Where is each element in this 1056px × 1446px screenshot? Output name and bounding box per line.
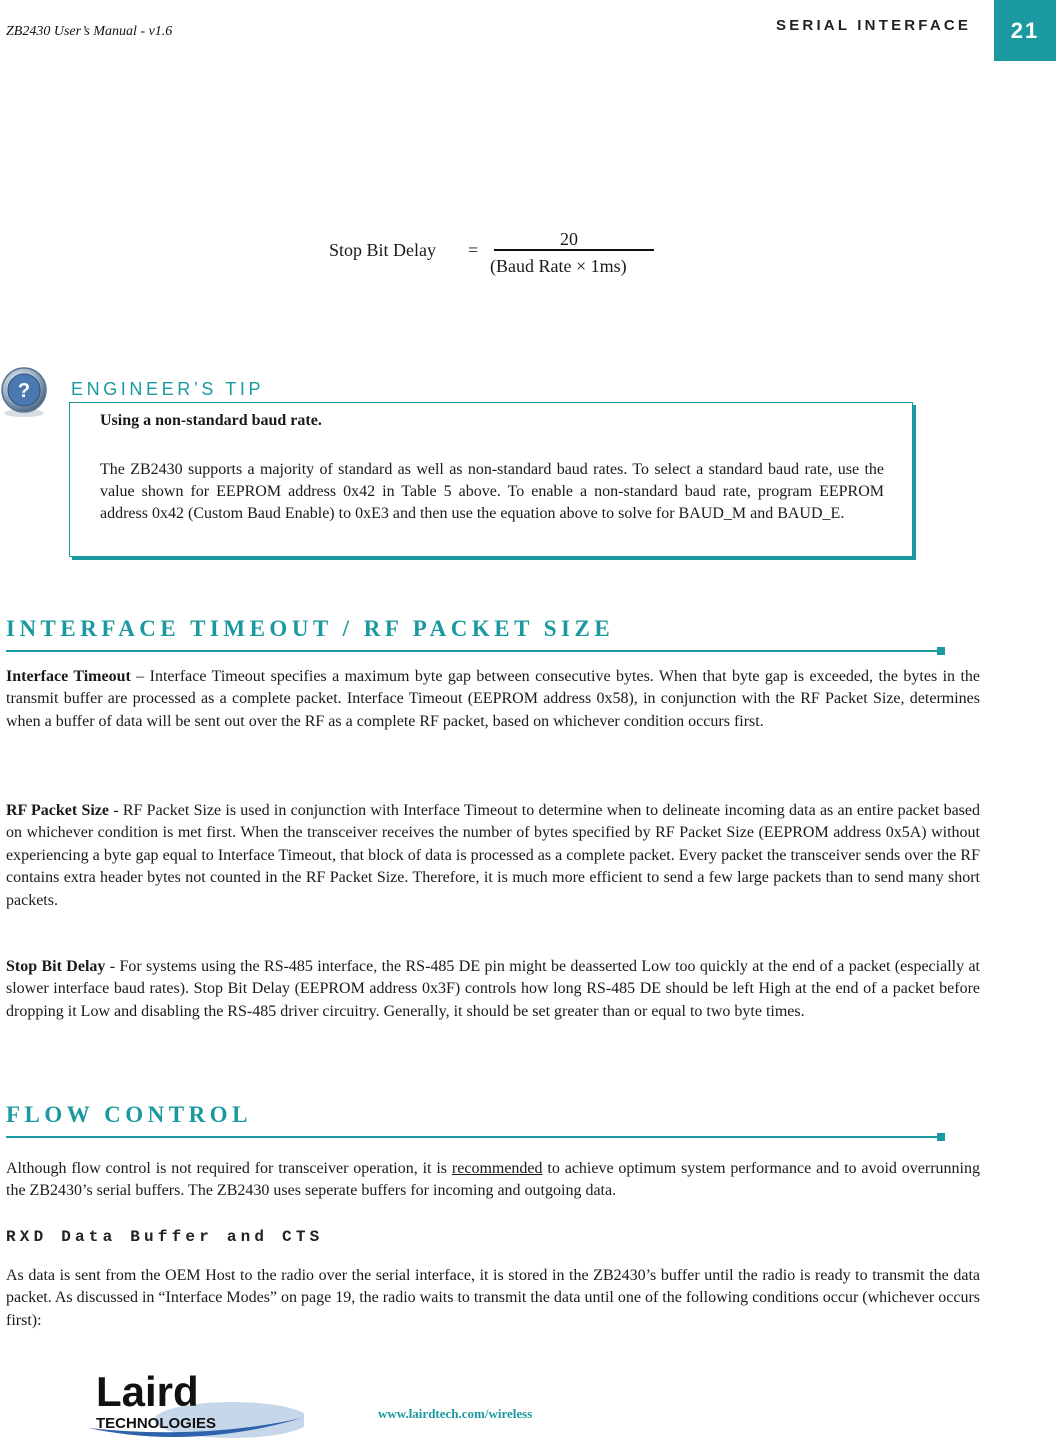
paragraph-text: Although flow control is not required for transceiver operation, it is — [6, 1160, 452, 1177]
section-rule — [6, 1136, 938, 1138]
paragraph-stop-bit-delay — [6, 956, 980, 1023]
footer-url[interactable]: www.lairdtech.com/wireless — [378, 1406, 533, 1421]
page-number-badge: 21 — [994, 0, 1056, 61]
paragraph-text: – Interface Timeout specifies a maximum byte gap between consecutive bytes. When that byte gap is exceeded, the bytes in the transmit buffer are processed as a complete packet. Interface Timeout (EEPROM address 0x58), in conjunction with the RF Packet Size, determines when a buffer of data will be sent out over the RF as a complete RF packet, based on whichever condition occurs first. — [6, 668, 981, 730]
subsection-heading: RXD Data Buffer and CTS — [6, 1228, 324, 1246]
tip-title: ENGINEER’S TIP — [71, 379, 265, 399]
paragraph-rxd-buffer: As data is sent from the OEM Host to the radio over the serial interface, it is stored in the ZB2430’s buffer until the radio is ready to transmit the data packet. As discussed in “Interface Modes” on page 19, the radio waits to transmit the data until one of the following conditions occur (whichever occurs first): — [6, 1267, 980, 1329]
tip-heading: Using a non-standard baud rate. — [100, 412, 322, 429]
equation-numerator: 20 — [560, 229, 578, 249]
paragraph-text: - For systems using the RS-485 interface, the RS-485 DE pin might be deasserted Low too quickly at the end of a packet (especially at slower interface baud rates). Stop Bit Delay (EEPROM address 0x3F) controls how long RS-485 DE should be left High at the end of a packet before dropping it Low and disabling the RS-485 driver circuitry. Generally, it should be set greater than or equal to two byte times. — [6, 958, 981, 1020]
equation-equals: = — [468, 240, 479, 260]
document-title: ZB2430 User’s Manual - v1.6 — [6, 24, 173, 39]
section-name: SERIAL INTERFACE — [776, 17, 972, 34]
fraction-bar — [494, 249, 654, 251]
logo-subtitle: TECHNOLOGIES — [96, 1415, 217, 1432]
equation-denominator: (Baud Rate × 1ms) — [490, 256, 627, 276]
section-rule — [6, 650, 938, 652]
logo-wordmark: Laird — [96, 1368, 199, 1415]
section-title-interface-timeout: INTERFACE TIMEOUT / RF PACKET SIZE — [6, 616, 615, 641]
term-rf-packet-size: RF Packet Size — [6, 802, 109, 819]
tip-body: The ZB2430 supports a majority of standard as well as non-standard baud rates. To select a standard baud rate, use the value shown for EEPROM address 0x42 in Table 5 above. To enable a non-standard baud rate, program EEPROM address 0x42 (Custom Baud Enable) to 0xE3 and then use the equation above to solve for BAUD_M and BAUD_E. — [100, 461, 884, 522]
equation-label: Stop Bit Delay — [329, 240, 436, 260]
paragraph-flow-control — [6, 1158, 980, 1203]
paragraph-interface-timeout — [6, 666, 980, 733]
paragraph-text: - RF Packet Size is used in conjunction with Interface Timeout to determine when to delineate incoming data as an entire packet based on whichever condition is met first. When the transceiver receives the number of bytes specified by RF Packet Size (EEPROM address 0x5A) without experiencing a byte gap equal to Interface Timeout, that block of data is processed as a complete packet. Every packet the transceiver sends over the RF contains extra header bytes not counted in the RF Packet Size. Therefore, it is much more efficient to send a few large packets than to send many short packets. — [6, 802, 981, 909]
term-interface-timeout: Interface Timeout — [6, 668, 131, 685]
paragraph-text: to achieve optimum system performance and to avoid overrunning the ZB2430’s serial buffers. The ZB2430 uses seperate buffers for incoming and outgoing data. — [6, 1160, 981, 1200]
section-title-flow-control: FLOW CONTROL — [6, 1102, 252, 1127]
laird-logo — [82, 1368, 304, 1444]
recommended-link[interactable]: recommended — [451, 1160, 543, 1177]
svg-text:?: ? — [17, 380, 31, 402]
question-icon — [0, 366, 48, 418]
paragraph-rf-packet-size — [6, 800, 980, 912]
term-stop-bit-delay: Stop Bit Delay — [6, 958, 106, 975]
